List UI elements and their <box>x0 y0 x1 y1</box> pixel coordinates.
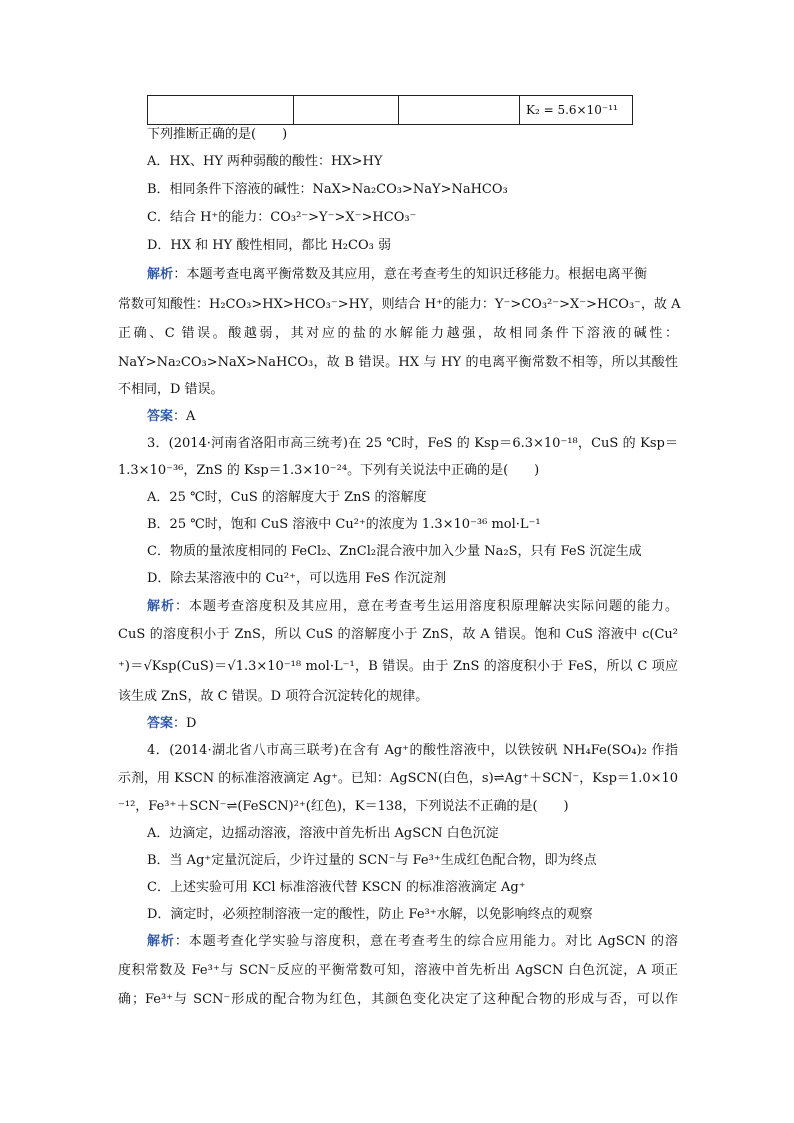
q4-option-d: D．滴定时，必须控制溶液一定的酸性，防止 Fe³⁺水解，以免影响终点的观察 <box>147 907 593 922</box>
q2-analysis-line-2: 常数可知酸性：H₂CO₃>HX>HCO₃⁻>HY，则结合 H⁺的能力：Y⁻>CO₃²⁻>X⁻>HCO₃⁻，故 A <box>118 297 681 312</box>
analysis-label: 解析 <box>147 267 174 282</box>
q3-analysis-line-1 <box>147 598 678 616</box>
q2-stem: 下列推断正确的是( ) <box>147 127 288 142</box>
q2-option-a: A．HX、HY 两种弱酸的酸性：HX>HY <box>147 154 383 169</box>
q4-stem-line-3: ⁻¹²，Fe³⁺＋SCN⁻⇌(FeSCN)²⁺(红色)，K＝138，下列说法不正确的是( ) <box>118 799 569 814</box>
q2-answer <box>147 408 195 426</box>
q3-option-a: A．25 ℃时，CuS 的溶解度大于 ZnS 的溶解度 <box>147 490 427 505</box>
q3-option-b: B．25 ℃时，饱和 CuS 溶液中 Cu²⁺的浓度为 1.3×10⁻³⁶ mol·L⁻¹ <box>147 517 541 532</box>
q3-option-d: D．除去某溶液中的 Cu²⁺，可以选用 FeS 作沉淀剂 <box>147 571 447 586</box>
answer-text: ：A <box>173 409 196 424</box>
analysis-text: ：本题考查电离平衡常数及其应用，意在考查考生的知识迁移能力。根据电离平衡 <box>173 267 647 282</box>
analysis-text: ：本题考查化学实验与溶度积，意在考查考生的综合应用能力。对比 AgSCN 的溶 <box>174 934 678 949</box>
table-row <box>148 96 633 125</box>
q2-option-c: C．结合 H⁺的能力：CO₃²⁻>Y⁻>X⁻>HCO₃⁻ <box>147 210 417 225</box>
q4-analysis-line-3: 确；Fe³⁺与 SCN⁻形成的配合物为红色，其颜色变化决定了这种配合物的形成与否，可以作 <box>118 992 678 1007</box>
table-cell <box>399 96 520 125</box>
q4-analysis-line-2: 度积常数及 Fe³⁺与 SCN⁻反应的平衡常数可知，溶液中首先析出 AgSCN 白色沉淀，A 项正 <box>118 963 678 978</box>
q3-analysis-line-2: CuS 的溶度积小于 ZnS，所以 CuS 的溶解度小于 ZnS，故 A 错误。饱和 CuS 溶液中 c(Cu² <box>118 627 678 642</box>
analysis-label: 解析 <box>147 934 175 949</box>
answer-label: 答案 <box>147 716 174 731</box>
q4-option-a: A．边滴定，边摇动溶液，溶液中首先析出 AgSCN 白色沉淀 <box>147 826 499 841</box>
q2-option-d: D．HX 和 HY 酸性相同，都比 H₂CO₃ 弱 <box>147 238 391 253</box>
q4-stem-line-2: 示剂，用 KSCN 的标准溶液滴定 Ag⁺。已知：AgSCN(白色，s)⇌Ag⁺＋SCN⁻，Ksp＝1.0×10 <box>118 771 679 786</box>
answer-label: 答案 <box>147 409 174 424</box>
analysis-text: ：本题考查溶度积及其应用，意在考查考生运用溶度积原理解决实际问题的能力。 <box>175 599 678 614</box>
q3-analysis-line-3: ⁺)＝√Ksp(CuS)＝√1.3×10⁻¹⁸ mol·L⁻¹，B 错误。由于 ZnS 的溶度积小于 FeS，所以 C 项应 <box>118 659 678 674</box>
answer-text: ：D <box>173 716 197 731</box>
analysis-label: 解析 <box>147 599 175 614</box>
q4-analysis-line-1 <box>147 933 678 951</box>
constants-table <box>147 95 633 125</box>
q4-option-c: C．上述实验可用 KCl 标准溶液代替 KSCN 的标准溶液滴定 Ag⁺ <box>147 880 526 895</box>
table-cell <box>294 96 399 125</box>
q2-analysis-line-3: 正确、C 错误。酸越弱，其对应的盐的水解能力越强，故相同条件下溶液的碱性： <box>118 326 678 341</box>
q2-analysis-line-5: 不相同，D 错误。 <box>118 382 224 397</box>
q3-analysis-line-4: 该生成 ZnS，故 C 错误。D 项符合沉淀转化的规律。 <box>118 689 429 704</box>
table-cell: K₂ = 5.6×10⁻¹¹ <box>520 96 633 125</box>
q4-stem-line-1: 4．(2014·湖北省八市高三联考)在含有 Ag⁺的酸性溶液中，以铁铵矾 NH₄Fe(SO₄)₂ 作指 <box>147 743 678 758</box>
q3-stem-line-1: 3．(2014·河南省洛阳市高三统考)在 25 ℃时，FeS 的 Ksp＝6.3×10⁻¹⁸，CuS 的 Ksp＝ <box>147 436 678 451</box>
q3-answer <box>147 715 196 733</box>
q2-analysis-line-1 <box>147 266 647 284</box>
q4-option-b: B．当 Ag⁺定量沉淀后，少许过量的 SCN⁻与 Fe³⁺生成红色配合物，即为终点 <box>147 853 597 868</box>
q3-option-c: C．物质的量浓度相同的 FeCl₂、ZnCl₂混合液中加入少量 Na₂S，只有 FeS 沉淀生成 <box>147 544 642 559</box>
q2-analysis-line-4: NaY>Na₂CO₃>NaX>NaHCO₃，故 B 错误。HX 与 HY 的电离平衡常数不相等，所以其酸性 <box>118 355 678 370</box>
q3-stem-line-2: 1.3×10⁻³⁶，ZnS 的 Ksp＝1.3×10⁻²⁴。下列有关说法中正确的是( ) <box>118 463 540 478</box>
table-cell <box>148 96 294 125</box>
q2-option-b: B．相同条件下溶液的碱性：NaX>Na₂CO₃>NaY>NaHCO₃ <box>147 182 508 197</box>
